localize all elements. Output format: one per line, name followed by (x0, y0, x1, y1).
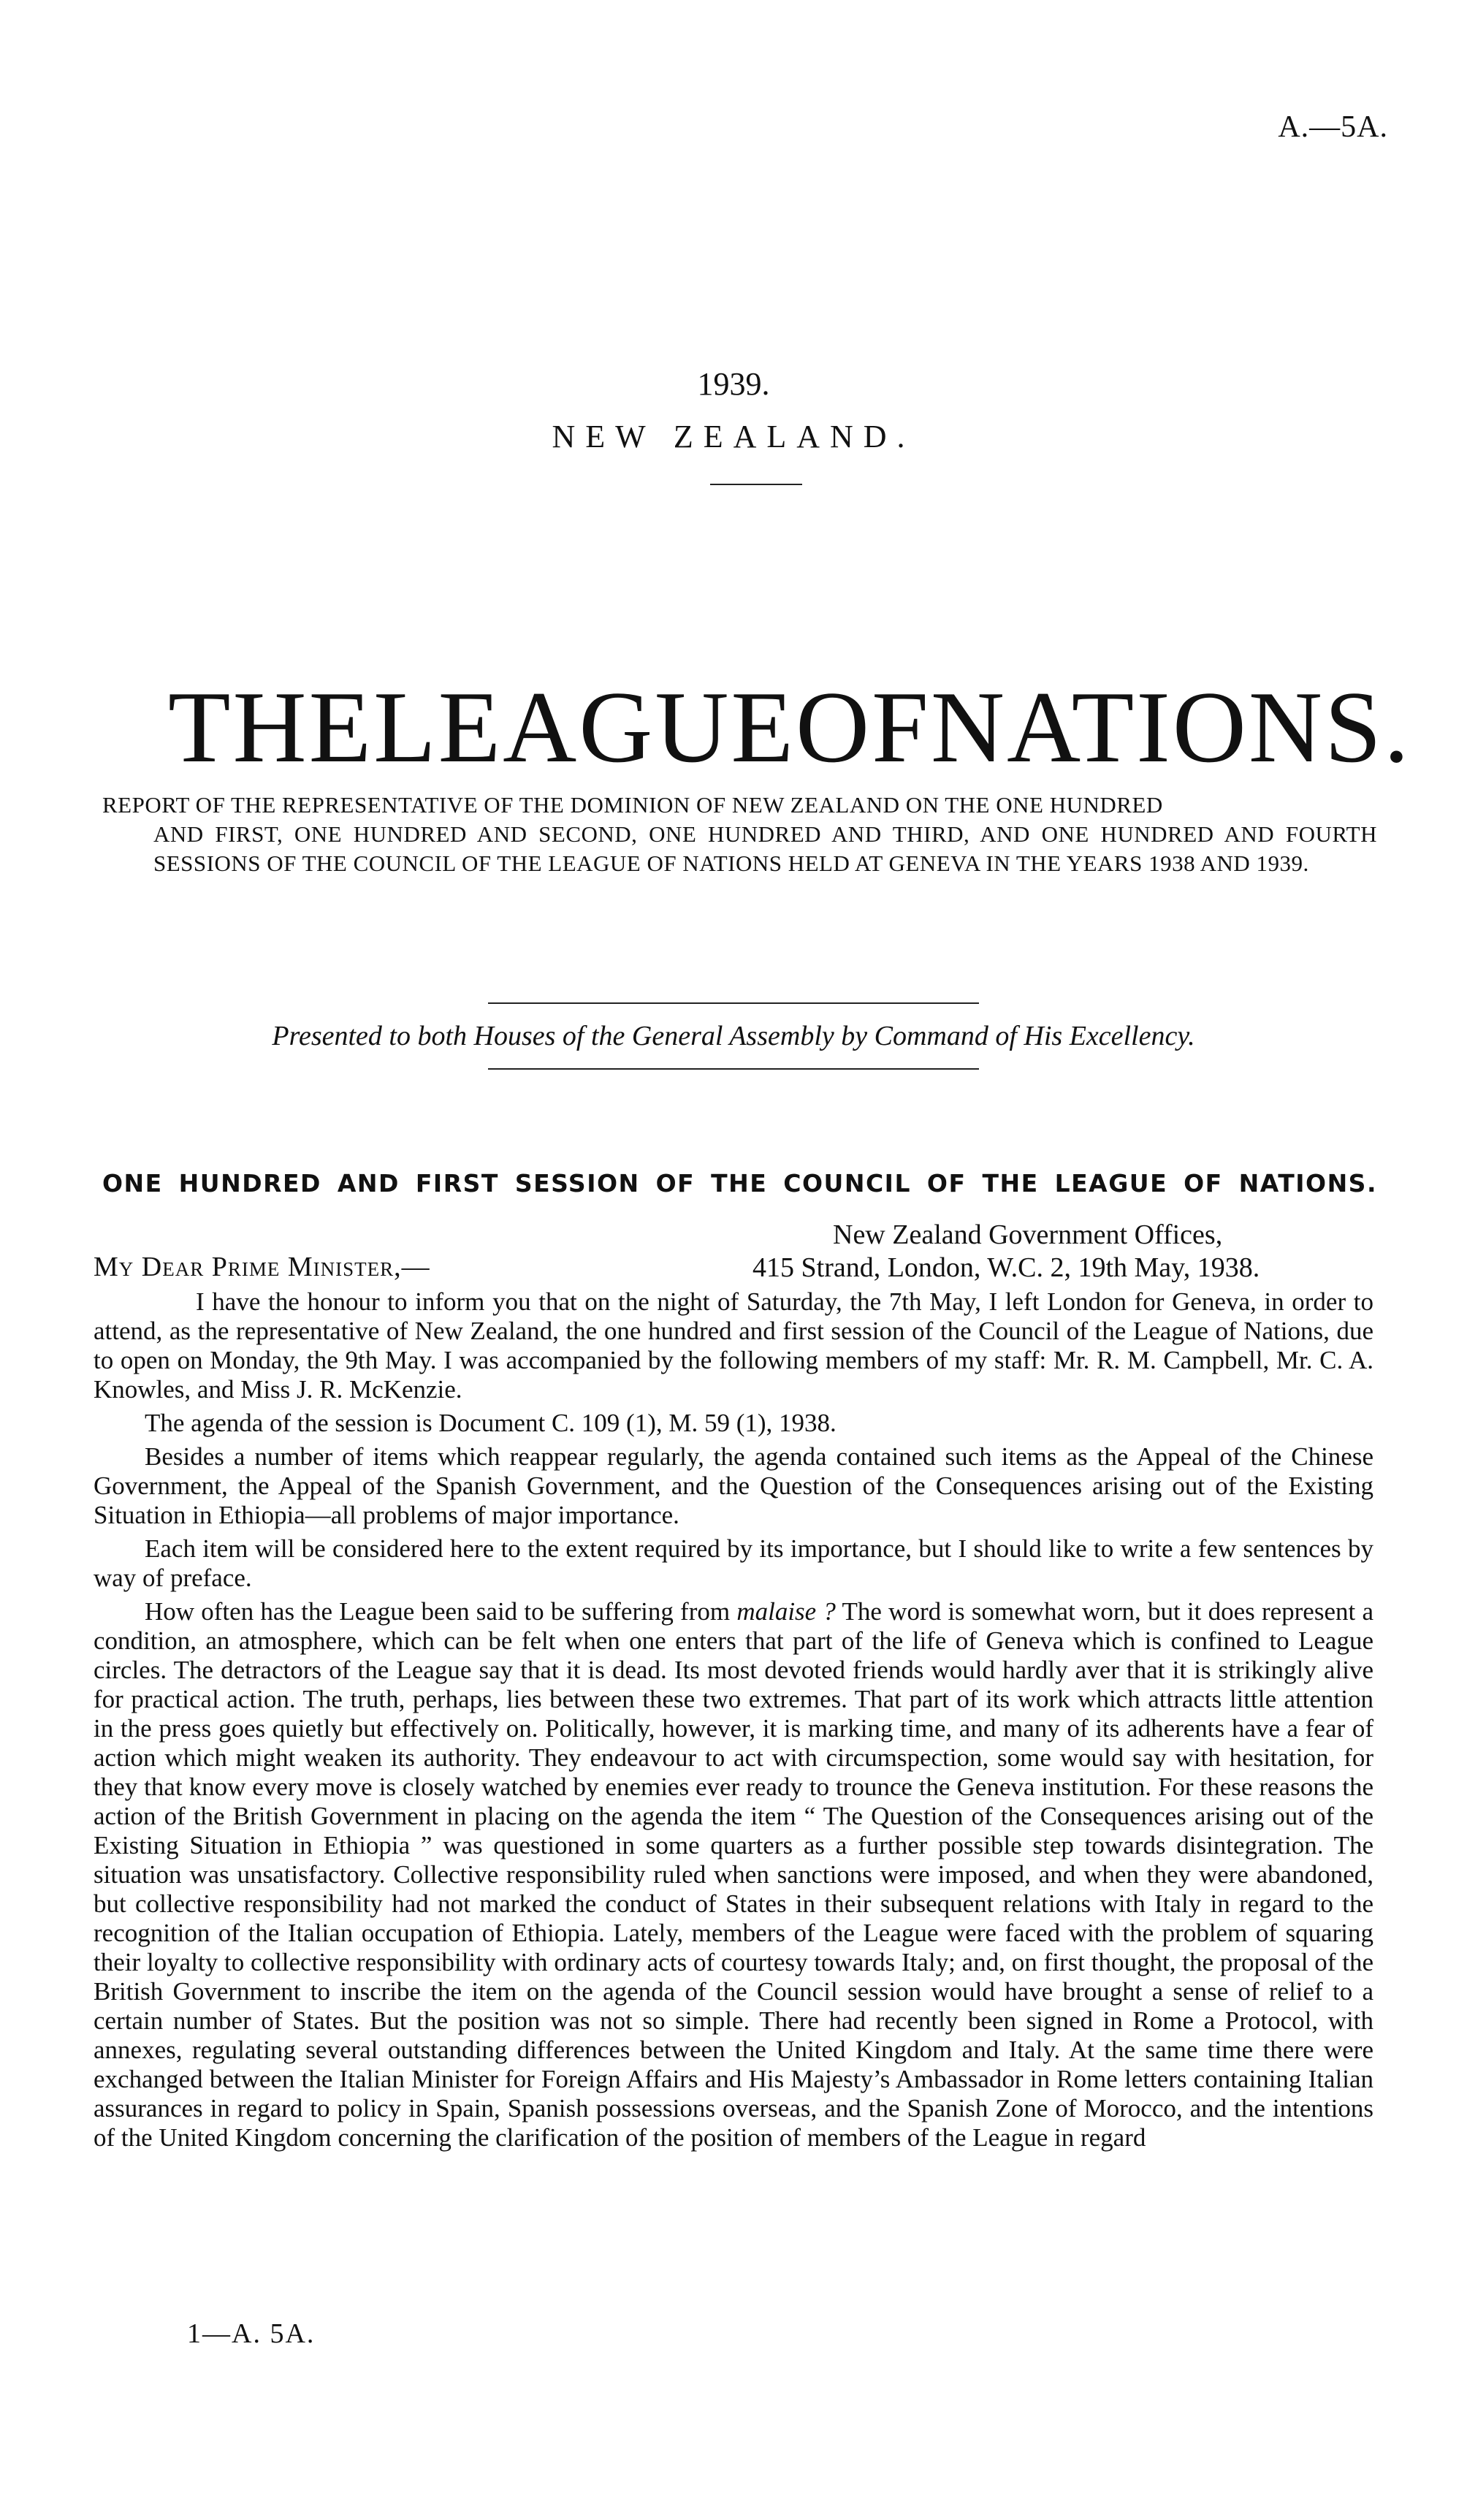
session-heading: ONE HUNDRED AND FIRST SESSION OF THE COUNCIL OF THE LEAGUE OF NATIONS. (102, 1169, 1377, 1198)
paragraph (94, 1597, 1373, 2152)
paragraph: The agenda of the session is Document C. 109 (1), M. 59 (1), 1938. (145, 1409, 837, 1437)
emphasis-text: malaise ? (736, 1597, 836, 1626)
report-description-first-line: REPORT OF THE REPRESENTATIVE OF THE DOMINION OF NEW ZEALAND ON THE ONE HUNDRED (102, 792, 1163, 818)
address-line: New Zealand Government Offices, (833, 1219, 1223, 1250)
paragraph: Each item will be considered here to the extent required by its importance, but I should like to write a few sentences by way of preface. (94, 1534, 1373, 1592)
letter-salutation: My Dear Prime Minister,— (94, 1252, 430, 1282)
page-signature: 1—A. 5A. (187, 2318, 316, 2349)
paragraph: Besides a number of items which reappear regularly, the agenda contained such items as the Appeal of the Chinese Government, the Appeal of the Spanish Government, and the Question of the Consequences arising out of the Existing Situation in Ethiopia—all problems of major importance. (94, 1442, 1373, 1529)
divider-rule (488, 1002, 979, 1004)
title-word: LEAGUE (373, 671, 796, 784)
main-title (168, 669, 1411, 786)
divider-rule (710, 484, 802, 485)
title-word: OF (796, 671, 931, 784)
title-word: THE (168, 671, 374, 784)
year-heading: 1939. (697, 366, 770, 402)
paragraph-text: How often has the League been said to be suffering from (145, 1597, 737, 1626)
paragraph-text: The word is somewhat worn, but it does represent a condition, an atmosphere, which can be felt when one enters that part of the life of Geneva which is confined to League circles. The detractors of the League say that it is dead. Its most devoted friends would hardly aver that it is strikingly alive for practical action. The truth, perhaps, lies between these two extremes. That part of its work which attracts little attention in the press goes quietly but effectively on. Politically, however, it is marking time, and many of its adherents have a fear of action which might weaken its authority. They endeavour to act with circumspection, some would say with hesitation, for they that know every move is closely watched by enemies ever ready to trounce the Geneva institution. For these reasons the action of the British Government in placing on the agenda the item “ The Question of the Consequences arising out of the Existing Situation in Ethiopia ” was questioned in some quarters as a further possible step towards disintegration. The situation was unsatisfactory. Collective responsibility ruled when sanctions were imposed, and when they were abandoned, but collective responsibility had not marked the conduct of States in their subsequent relations with Italy in regard to the recognition of the Italian occupation of Ethiopia. Lately, members of the League were faced with the problem of squaring their loyalty to collective responsibility with ordinary acts of courtesy towards Italy; and, on first thought, the proposal of the British Government to inscribe the item on the agenda of the Council session would have brought a sense of relief to a certain number of States. But the position was not so simple. There had recently been signed in Rome a Protocol, with annexes, regulating several outstanding differences between the United Kingdom and Italy. At the same time there were exchanged between the Italian Minister for Foreign Affairs and His Majesty’s Ambassador in Rome letters containing Italian assurances in regard to policy in Spain, Spanish possessions overseas, and the Spanish Zone of Morocco, and the intentions of the United Kingdom concerning the clarification of the position of members of the League in regard (94, 1597, 1373, 2152)
country-heading: NEW ZEALAND. (552, 419, 915, 454)
paragraph: I have the honour to inform you that on the night of Saturday, the 7th May, I left London for Geneva, in order to attend, as the representative of New Zealand, the one hundred and first session of the Council of the League of Nations, due to open on Monday, the 9th May. I was accompanied by the following members of my staff: Mr. R. M. Campbell, Mr. C. A. Knowles, and Miss J. R. McKenzie. (94, 1287, 1373, 1404)
document-reference: A.—5A. (1278, 110, 1388, 144)
letter-address (752, 1219, 1337, 1284)
presented-notice: Presented to both Houses of the General Assembly by Command of His Excellency. (272, 1021, 1195, 1051)
address-line: 415 Strand, London, W.C. 2, 19th May, 1938. (752, 1252, 1260, 1283)
divider-rule (488, 1068, 979, 1070)
title-word: NATIONS. (930, 671, 1411, 784)
report-description-continuation: AND FIRST, ONE HUNDRED AND SECOND, ONE HUNDRED AND THIRD, AND ONE HUNDRED AND FOURTH SESSIONS OF THE COUNCIL OF THE LEAGUE OF NATIONS HELD AT GENEVA IN THE YEARS 1938 AND 1939. (153, 821, 1377, 876)
letter-body (94, 1287, 1373, 2157)
report-description (102, 791, 1377, 878)
